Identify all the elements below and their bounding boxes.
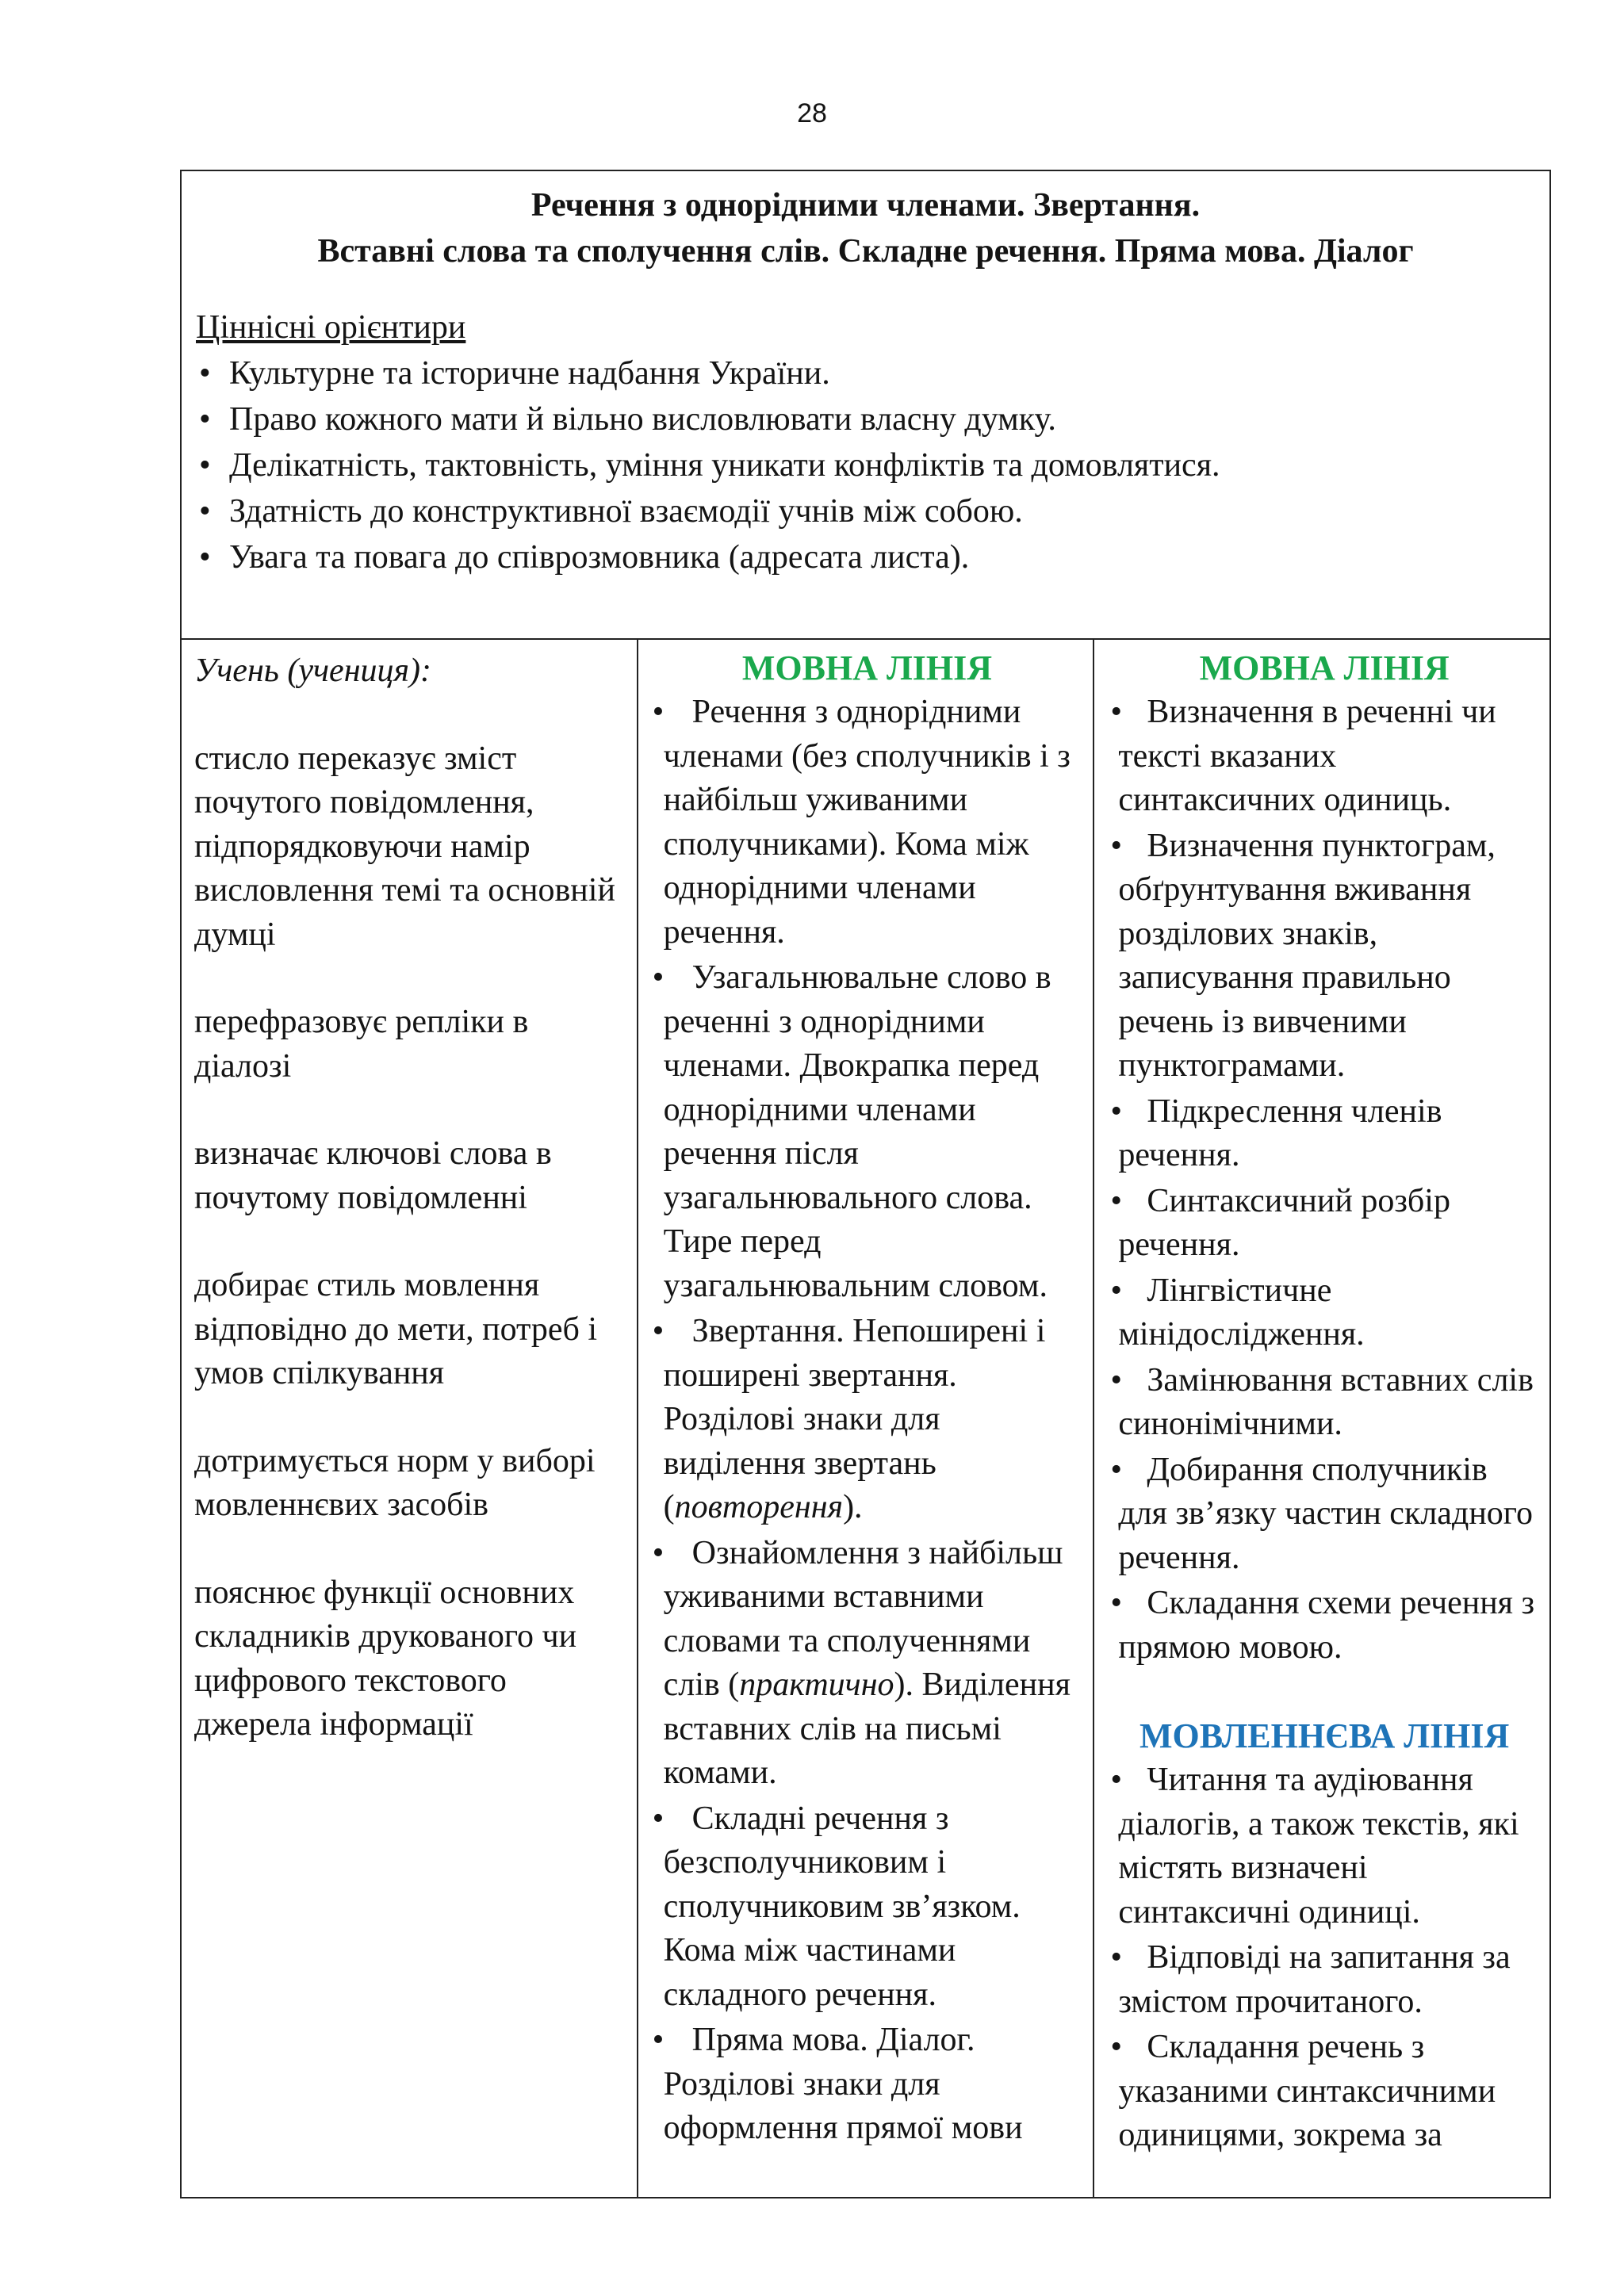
activities-language-heading: МОВНА ЛІНІЯ [1199,649,1450,687]
student-skill: стисло переказує зміст почутого повідомлення, підпорядковуючи намір висловлення темі та основній думці [194,740,615,953]
language-content-item: • Речення з однорідними членами (без сполучників і з найбільш уживаними сполучниками). Кома між однорідними членами речення. [653,691,1082,955]
activity-item: • Підкреслення членів речення. [1110,1090,1538,1178]
value-item: • Право кожного мати й вільно висловлювати власну думку. [196,396,1535,442]
value-item: • Здатність до конструктивної взаємодії учнів між собою. [196,488,1535,534]
header-row [181,170,1550,639]
page-number: 28 [797,98,827,128]
activity-item: • Визначення в реченні чи тексті вказаних синтаксичних одиниць. [1110,691,1538,823]
student-skill: дотримується норм у виборі мовленнєвих засобів [194,1442,596,1523]
student-skill: визначає ключові слова в почутому повідомленні [194,1135,552,1216]
speech-line-heading: МОВЛЕННЄВА ЛІНІЯ [1139,1716,1510,1755]
speech-activity-item: • Відповіді на запитання за змістом прочитаного. [1110,1936,1538,2024]
activity-item: • Визначення пунктограм, обґрунтування вживання розділових знаків, записування правильно речень із вивченими пунктограмами. [1110,825,1538,1089]
activity-item: • Добирання сполучників для зв’язку частин складного речення. [1110,1448,1538,1581]
speech-activity-item: • Складання речень з указаними синтаксичними одиницями, зокрема за [1110,2026,1538,2158]
value-item: • Увага та повага до співрозмовника (адресата листа). [196,534,1535,580]
topic-title-line-2: Вставні слова та сполучення слів. Складне речення. Пряма мова. Діалог [317,233,1414,270]
speech-activities-list [1110,1758,1538,2158]
language-content-item: • Складні речення з безсполучниковим і сполучниковим зв’язком. Кома між частинами складного речення. [653,1797,1082,2018]
content-row [181,639,1550,2198]
curriculum-table [180,170,1551,2198]
activity-item: • Складання схеми речення з прямою мовою. [1110,1582,1538,1670]
values-list [196,350,1535,580]
language-content-list [653,691,1082,2151]
language-content-cell [638,639,1094,2198]
student-label: Учень (учениця): [194,652,432,689]
student-outcomes-cell [181,639,638,2198]
student-skill: пояснює функції основних складників друкованого чи цифрового текстового джерела інформації [194,1574,577,1743]
values-heading: Ціннісні орієнтири [196,309,466,346]
value-item: • Культурне та історичне надбання України. [196,350,1535,396]
student-skill: перефразовує репліки в діалозі [194,1004,529,1085]
language-content-item: • Звертання. Непоширені і поширені звертання. Розділові знаки для виділення звертань (повторення). [653,1310,1082,1530]
speech-activity-item: • Читання та аудіювання діалогів, а також текстів, які містять визначені синтаксичні одиниці. [1110,1758,1538,1934]
activities-list [1110,691,1538,1670]
language-content-item: • Узагальнювальне слово в реченні з однорідними членами. Двокрапка перед однорідними членами речення після узагальнювального слова. Тире перед узагальнювальним словом. [653,956,1082,1308]
activity-item: • Синтаксичний розбір речення. [1110,1180,1538,1268]
activities-cell [1094,639,1550,2198]
header-cell [181,170,1550,639]
language-content-item: • Пряма мова. Діалог. Розділові знаки для оформлення прямої мови [653,2019,1082,2151]
activity-item: • Замінювання вставних слів синонімічними. [1110,1359,1538,1447]
activity-item: • Лінгвістичне мінідослідження. [1110,1269,1538,1357]
student-skill: добирає стиль мовлення відповідно до мети, потреб і умов спілкування [194,1267,598,1391]
language-line-heading: МОВНА ЛІНІЯ [741,649,993,687]
language-content-item: • Ознайомлення з найбільш уживаними вставними словами та сполученнями слів (практично). Виділення вставних слів на письмі комами. [653,1532,1082,1796]
topic-title-line-1: Речення з однорідними членами. Звертання. [530,187,1201,224]
value-item: • Делікатність, тактовність, уміння уникати конфліктів та домовлятися. [196,442,1535,488]
